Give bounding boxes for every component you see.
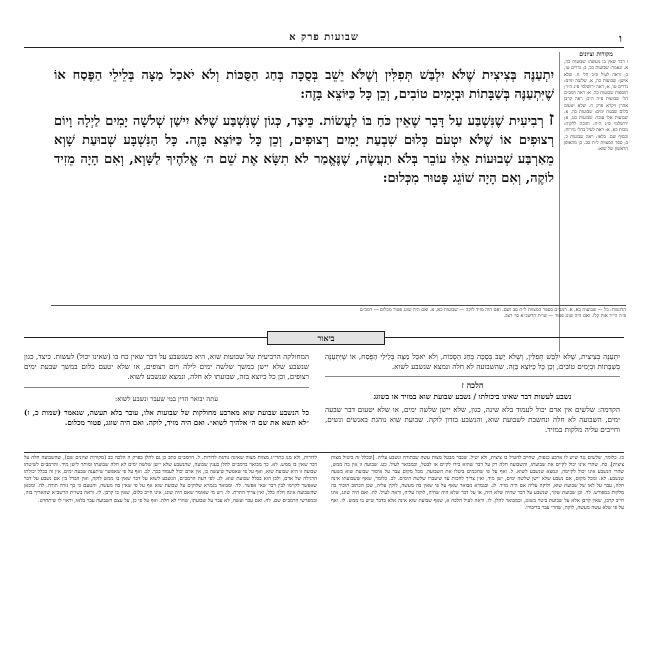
bottom-notes — [24, 455, 624, 630]
footnote-line-1: הדגשות: כל — שבועות כא, א. רמב״ם בספר המצוות ל״ת סב ושם. ואם הוה מזיד לוקה — שבועות כא, א. ואם היה שוגג פטור מכלום — רמב״ם — [359, 308, 626, 313]
page-header — [24, 33, 624, 48]
commentary-left-paragraph-2: כל הנשבע שבועת שוא מארבע מחולקות של שבועות אלו, עובר בלא תעשה, שנאמר (שמות כ, ז) ״לא תשא את שם ה׳ אלהיך לשוא״. ואם היה מזיד, לוקה. ואם היה שוגג, פטור מכלום. — [24, 408, 309, 427]
commentary-right-paragraph-1: יִתְעַנֶּה בְּצִיצִית, שֶׁלֹּא יִלְבַּשׁ תְּפִלִּין, וְשֶׁלֹּא יֵשֵׁב בְּסֻכָּה בְּחַג הַסֻּכּוֹת, וְלֹא יֹאכַל מַצָּה בְּלֵילֵי הַפֶּסַח, אוֹ שֶׁיִּתְעַנֶּה בְּשַׁבָּתוֹת וּבְיָמִים טוֹבִים, וְכֵן כָּל כַּיּוֹצֵא בָּזֶה. שהשבועה לא חלה ונמצא שנשבע לשוא. — [325, 352, 620, 371]
main-paragraph-1: יִתְעַנֶּה בְּצִיצִית שֶׁלֹּא יִלְבַּשׁ תְּפִלִּין וְשֶׁלֹּא יֵשֵׁב בְּסֻכָּה בְּחַג הַסֻּכּוֹת וְלֹא יֹאכַל מַצָּה בְּלֵילֵי הַפֶּסַח אוֹ שֶׁיִּתְעַנֶּה בְּשַׁבָּתוֹת וּבְיָמִים טוֹבִים, וְכֵן כָּל כַּיּוֹצֵא בָּזֶה: — [54, 68, 554, 102]
commentary-right-column — [325, 352, 620, 435]
right-divider — [325, 376, 620, 377]
halacha-subheading: נשבע לעשות דבר שאינו ביכולתו / נשבע שבועת שוא במזיד או בשוגג — [373, 392, 572, 401]
sources-text: ז דבר שאין בו מעשה: שבועות כה, א. ונאמר: שבועות כב, ב; נדרים טו, ב; וראה לעיל פ״ב הל׳ ח. שלא אישן: שבועות כה, א. שלשה ימים: נדרים טו, א; ראה ירושלמי פ״ג ה״ד; תוספות שבועות כה, א; ראה רמב״ם הל׳ שבועות פ״ה ה״כ; ראה קרבן אהרן ויקרא פרק ח. שלא יטעום כלום שבעת ימים: שבועות כה, א. שבועות אלו עובר: שבועות כט, א; ירושלמי פ״ג ה״ח. וחובה ללקות: מכות כא, א; ראה לעיל בהל׳ נזירות, ובסוף שם. בלאו: ראה שבועות כ, ב; ספר המצוות ל״ת סב. כן מהאופן הראשון של שוא: — [564, 60, 628, 153]
main-paragraph-2-text: רְבִיעִית שֶׁנִּשְׁבַּע עַל דָּבָר שֶׁאֵין כֹּחַ בּוֹ לַעֲשׂוֹת. כֵּיצַד, כְּגוֹן שֶׁנִּשְׁבַּע שֶׁלֹּא יִישַׁן שְׁלֹשָׁה יָמִים לַיְלָה וָיוֹם רְצוּפִים אוֹ שֶׁלֹּא יִטְעֹם כְּלוּם שִׁבְעַת יָמִים רְצוּפִים, וְכֵן כָּל כַּיּוֹצֵא בָּזֶה. כָּל הַנִּשְׁבָּע שְׁבוּעַת שָׁוְא מֵאַרְבַּע שְׁבוּעוֹת אֵלּוּ עוֹבֵר בְּלֹא תַעֲשֶׂה, שֶׁנֶּאֱמַר לֹא תִשָּׂא אֶת שֵׁם ה׳ אֱלֹהֶיךָ לַשָּׁוְא, וְאִם הָיָה מֵזִיד לוֹקֶה, וְאִם הָיָה שׁוֹגֵג פָּטוּר מִכְּלוּם: — [54, 114, 554, 186]
commentary-right-paragraph-2: הקדמה: שלשים אין אדם יכול לעמוד בלא שינה, כגון, שלא יישן שלשה ימים, או שלא יטעום דבר שבעה ימים, השבועה לא חלה ונחשבת לשבועת שוא, והנשבע בזדון לוקה. שבועת שוא נוהגת באנשים ונשים, וחייבים עליה מלקות במזיד. — [325, 404, 620, 434]
bottom-notes-right-column: כז. כלומר, שלשים נגד שיש לו ארבע כנפות, שחייב להטיל בו ציצית, ולא יטיל. שכבר מבטל מצות עשה שבתורה ונשבע עליה. [ובכלל זה ביטול מצות ציצית]. כח. שהרי אינו יכול לקיים את שבועתו, והשבועה חלה רק על דבר שהוא בידו לקיים או לבטל, וכמבואר לעיל. כט. שבועה זו אין בה ממש, שהרי הנשבע אינו יכול לקיימה, ונמצא שנשבע לשוא. ל. ואף על פי שחכמים ביטלו את השבועה, מכל מקום עבר על איסור שבועת שוא בשעה שנשבע. לא. ומכל מקום, אם נשבע שלא יישן שלשה ימים, ישן מיד, ואין צריך לחכות עד שיעברו שלשת הימים. לב. כלומר, שאף ששבועתו אינה חלה, עבר על לאו של שבועת שוא, ולוקה עליה אם היה מזיד. לג. ובגמרא מבואר שאף על פי שאין בה מעשה, לוקין עליה, שכן הכתוב הזכיר בה מלקות במפורש. לד. וכן שבועת שקר, שנשבע על דבר שהיה שלא היה, או על דבר שלא היה שהיה, לוקה עליה, וראה לעיל. לה. ואם היה שוגג, אינו חייב קרבן, שאין קרבן אלא על שבועת ביטוי בשוגג, וכמבואר להלן. לו. וראה לעיל הלכה א, שאף שבועת שוא אינה אלא בדבר שיש בו ממש. לז. ואף על פי שלא עשה מעשה, לוקה, שהרי עבר בדיבורו. — [331, 455, 624, 511]
main-paragraph-2 — [54, 110, 554, 188]
halacha-heading: הלכה ז — [461, 380, 484, 390]
footnote-line-2: פ״ה הי״ד אות קלו. ואם היה שוגג פטור — שו״ת הרשב״א סי׳ רצב. — [503, 314, 626, 319]
chapter-title: שבועות פרק א — [289, 32, 359, 43]
left-divider — [24, 387, 309, 388]
halacha-number: ז — [548, 108, 554, 130]
main-footnote — [51, 305, 626, 320]
sources-heading: מקורות וציונים — [579, 52, 613, 58]
commentary-left-paragraph-1: המחולקה הרביעית של שבועות שוא, היא כשנשבע על דבר שאין כח בו (שאינו יכול) לעשות. כיצד, כגון שנשבע שלא יישן במשך שלשה ימים לילה ויום רצופים, או שלא יטעם כלום במשך שבעת ימים רצופים, וכן כל כיוצא בזה, שבועתו לא חלה, ונמצא שנשבע לשוא. — [24, 352, 309, 381]
bottom-rule — [24, 452, 624, 453]
commentary-note: עתה יבואר הדין במי שעבר ונשבע לשוא: — [115, 395, 218, 403]
beur-label: ביאור — [267, 331, 385, 345]
commentary-left-column — [24, 352, 309, 431]
main-text-block — [54, 66, 554, 194]
bottom-notes-left-column: לדורות, ולא מנו בתרי״ג מצוות מצוה שאינה נוהגת לדורות. ל. הרמב״ם כתב כן גם להלן בפרק ה הלכה כב (מקורות וציונים שם), שהשבועה חלה על דבר שאין בו ממש. לא. כך מבואר ברמב״ם להלן בענין שבועה, שהנשבע שלא יישן שלשה ימים לא חלה שבועתו ומותר לישן מיד. והרמב״ם לשיטתו שבועה זו היא שבועת שוא, ואף על פי שאפשר שיעשה כן, אין אדם יכול לעמוד בכך. לב. ואף על פי שאפשר שיתענה שבעה ימים, אין זה בכלל יכולתו הרגילה של אדם, ולכן הוא בכלל שבועת שוא. לג. לפי דעת הרמב״ם, הנשבע לשוא על דבר שאין בו ממש לוקה, ואין הבדל בין אם נשבע על דבר שאפשר לקיימו לבין דבר שאי אפשר. לד. ומבואר בגמרא שלוקים על שבועת שוא אף על פי שאין בה מעשה, והטעם כי כך גזרה תורה. לה. ומכאן שהשבועה אינה חלה כלל, ואין צריך התרה. לו. ויש מי שאומר שאם היה שוגג, אינו חייב כלום, שאין בו קרבן. לז. וראה בשו״ת הרשב״א שהאריך בזה, ובמפרשי הרמב״ם שם. לח. ואם עבר ועשה, לא עבר על שבועתו, שהרי לא חלה. ואף על פי כן, על עצם השבועה עבר בלאו, וראוי לו שיתחרט. — [24, 455, 317, 504]
page-number: ו — [619, 32, 622, 45]
